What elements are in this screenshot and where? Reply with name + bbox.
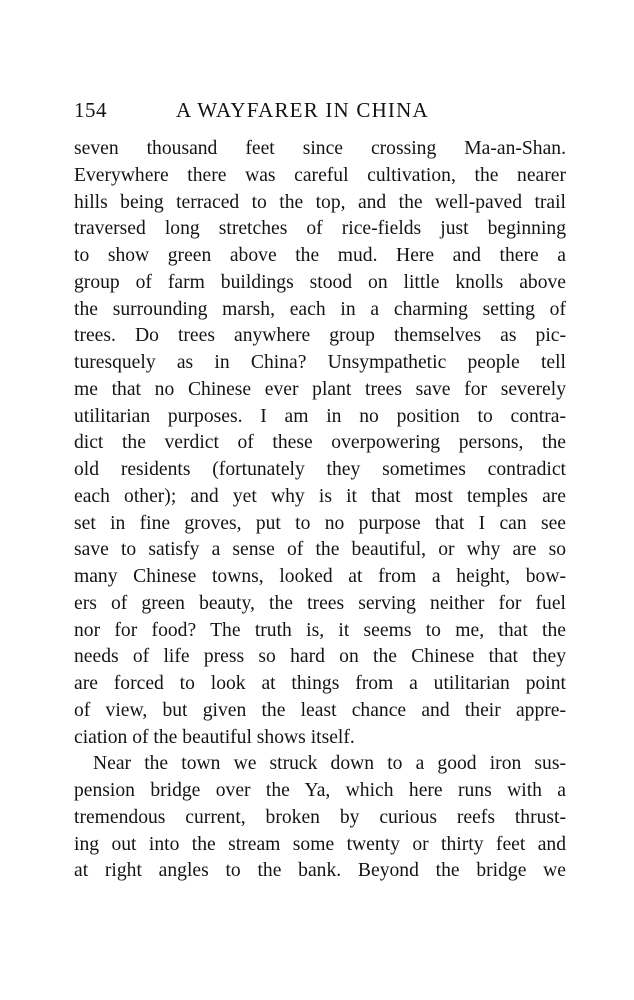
- text-line: the surrounding marsh, each in a charming setting of: [74, 298, 566, 320]
- paragraph-first-line: Near the town we struck down to a good iron sus-: [93, 753, 566, 775]
- text-line: group of farm buildings stood on little knolls above: [74, 271, 566, 293]
- text-line: utilitarian purposes. I am in no position to contra-: [74, 405, 566, 427]
- text-line: trees. Do trees anywhere group themselves as pic-: [74, 325, 566, 347]
- text-line: tremendous current, broken by curious reefs thrust-: [74, 806, 566, 828]
- text-line: ers of green beauty, the trees serving neither for fuel: [74, 592, 566, 614]
- paragraph-last-line: ciation of the beautiful shows itself.: [74, 726, 355, 748]
- text-line: each other); and yet why is it that most temples are: [74, 485, 566, 507]
- text-line: pension bridge over the Ya, which here runs with a: [74, 780, 566, 801]
- text-line: save to satisfy a sense of the beautiful, or why are so: [74, 539, 566, 561]
- text-line: turesquely as in China? Unsympathetic people tell: [74, 352, 566, 373]
- running-title: A WAYFARER IN CHINA: [176, 98, 429, 122]
- body-text: [74, 136, 566, 885]
- text-line: needs of life press so hard on the Chinese that they: [74, 646, 566, 668]
- text-line: of view, but given the least chance and their appre-: [74, 699, 566, 721]
- page-header: [74, 95, 568, 125]
- text-line: Everywhere there was careful cultivation, the nearer: [74, 164, 566, 186]
- text-line: set in fine groves, put to no purpose that I can see: [74, 512, 566, 534]
- text-line: are forced to look at things from a utilitarian point: [74, 673, 566, 694]
- text-line: seven thousand feet since crossing Ma-an-Shan.: [74, 138, 566, 159]
- text-line: ing out into the stream some twenty or thirty feet and: [74, 833, 566, 855]
- text-line: nor for food? The truth is, it seems to me, that the: [74, 619, 566, 641]
- text-line: me that no Chinese ever plant trees save for severely: [74, 378, 566, 400]
- text-line: traversed long stretches of rice-fields just beginning: [74, 218, 566, 240]
- text-line: hills being terraced to the top, and the well-paved trail: [74, 191, 566, 213]
- text-line: to show green above the mud. Here and there a: [74, 245, 566, 266]
- text-line: at right angles to the bank. Beyond the bridge we: [74, 860, 566, 882]
- text-line: old residents (fortunately they sometimes contradict: [74, 459, 566, 480]
- text-line: dict the verdict of these overpowering persons, the: [74, 432, 566, 454]
- page-number: 154: [74, 98, 107, 122]
- text-line: many Chinese towns, looked at from a height, bow-: [74, 566, 566, 587]
